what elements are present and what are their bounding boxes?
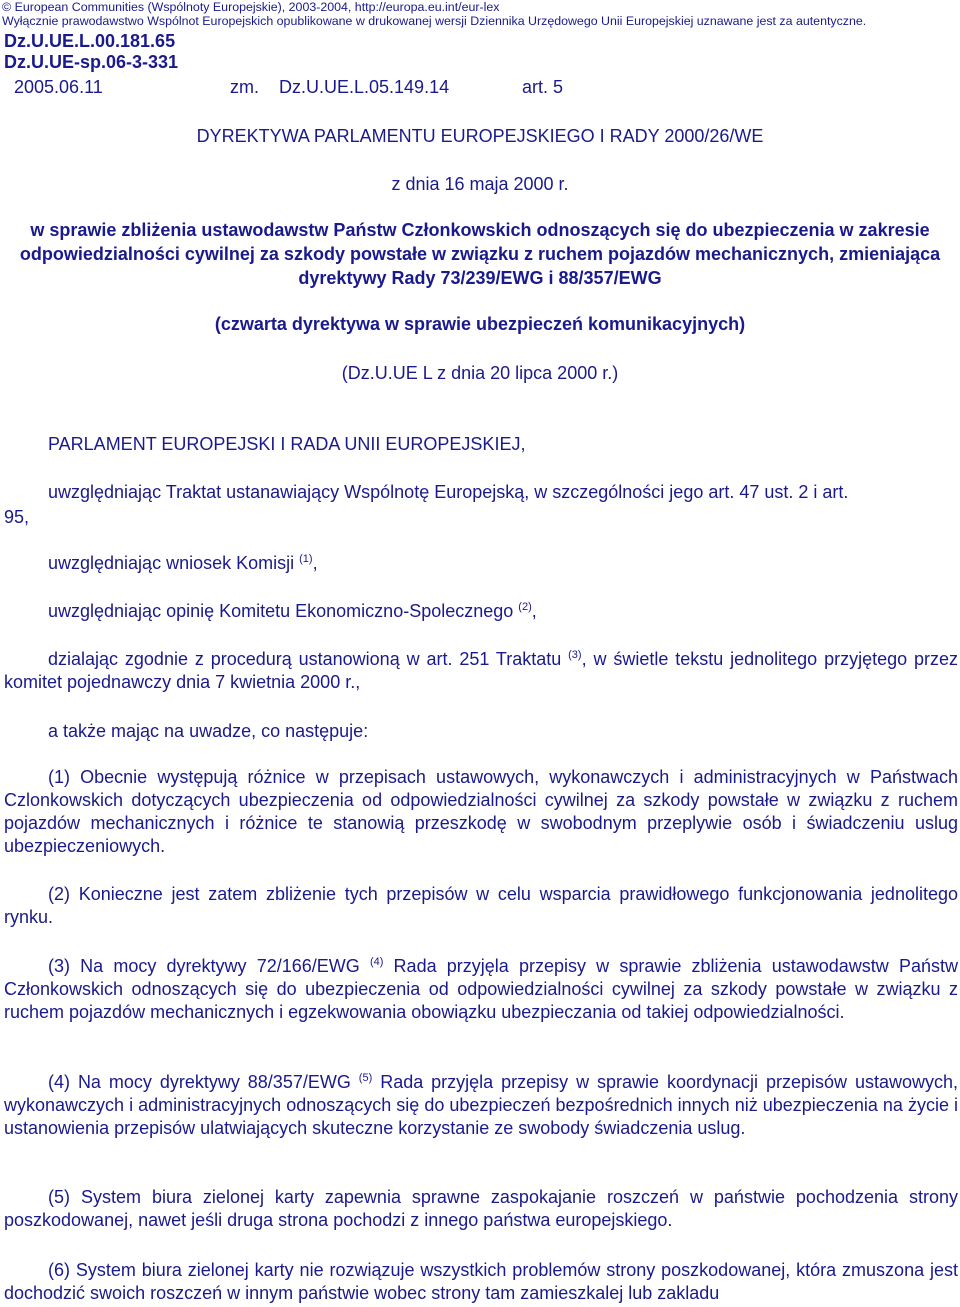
preamble-treaty-continued: 95, — [4, 507, 30, 527]
amendment-article: art. 5 — [522, 77, 564, 97]
amendment-reference: Dz.U.UE.L.05.149.14 — [279, 77, 450, 97]
recital-4-rest: Rada przyjęla przepisy w sprawie koordynacji przepisów ustawowych, wykonawczych i administracyjnych odnoszących się do ubezpieczeń bezpośrednich innych niż ubezpieczenia na życie i ustanowienia przepisów ulatwiających skuteczne korzystanie ze swobody świadczenia uslug. — [4, 1072, 958, 1138]
recital-4 — [4, 1071, 958, 1140]
directive-date: z dnia 16 maja 2000 r. — [391, 174, 569, 194]
preamble-whereas: a także mając na uwadze, co następuje: — [48, 721, 369, 741]
copyright-line: © European Communities (Wspólnoty Europejskie), 2003-2004, http://europa.eu.int/eur-lex — [2, 0, 500, 14]
footnote-ref-3[interactable]: (3) — [568, 649, 582, 661]
amendment-label: zm. — [230, 77, 259, 97]
recital-3-start: (3) Na mocy dyrektywy 72/166/EWG — [48, 956, 360, 976]
procedure-end: , w świetle tekstu jednolitego przyjętego przez komitet pojednawczy dnia 7 kwietnia 2000 r., — [4, 649, 958, 692]
recital-5: (5) System biura zielonej karty zapewnia sprawne zaspokajanie roszczeń w państwie pochodzenia strony poszkodowanej, nawet jeśli druga strona pochodzi z innego państwa europejskiego. — [4, 1187, 958, 1230]
procedure-text: dzialając zgodnie z procedurą ustanowioną w art. 251 Traktatu — [48, 649, 562, 669]
authentic-note: Wyłącznie prawodawstwo Wspólnot Europejskich opublikowane w drukowanej wersji Dziennika Urzędowego Unii Europejskiej uznawane jest za autentyczne. — [2, 14, 867, 28]
preamble-procedure — [4, 648, 958, 694]
amendment-date: 2005.06.11 — [14, 77, 103, 97]
commission-text: uwzględniając wniosek Komisji — [48, 553, 295, 573]
official-journal-reference: (Dz.U.UE L z dnia 20 lipca 2000 r.) — [341, 363, 619, 383]
footnote-ref-1[interactable]: (1) — [299, 553, 313, 565]
committee-end: , — [531, 601, 537, 621]
reference-primary: Dz.U.UE.L.00.181.65 — [4, 31, 176, 51]
footnote-ref-5[interactable]: (5) — [358, 1072, 373, 1084]
directive-subtitle: (czwarta dyrektywa w sprawie ubezpieczeń komunikacyjnych) — [214, 314, 746, 334]
footnote-ref-2[interactable]: (2) — [518, 601, 532, 613]
committee-text: uwzględniając opinię Komitetu Ekonomiczno-Spolecznego — [48, 601, 514, 621]
recital-3 — [4, 955, 958, 1024]
commission-end: , — [312, 553, 318, 573]
footnote-ref-4[interactable]: (4) — [369, 956, 384, 968]
recital-4-start: (4) Na mocy dyrektywy 88/357/EWG — [48, 1072, 351, 1092]
recital-1: (1) Obecnie występują różnice w przepisach ustawowych, wykonawczych i administracyjnych w Państwach Czlonkowskich dotyczących ubezpieczenia od odpowiedzialności cywilnej za szkody powstałe w związku z ruchem pojazdów mechanicznych i różnice te stanowią przeszkodę w swobodnym przeplywie osób i świadczeniu uslug ubezpieczeniowych. — [4, 767, 958, 856]
recital-6: (6) System biura zielonej karty nie rozwiązuje wszystkich problemów strony poszkodowanej, która zmuszona jest dochodzić swoich roszczeń w innym państwie wobec strony tam zamieszkalej lub zakladu — [4, 1260, 958, 1303]
directive-title: DYREKTYWA PARLAMENTU EUROPEJSKIEGO I RADY 2000/26/WE — [196, 126, 764, 146]
preamble-committee — [48, 600, 537, 623]
preamble-parties: PARLAMENT EUROPEJSKI I RADA UNII EUROPEJSKIEJ, — [48, 434, 526, 454]
reference-special: Dz.U.UE-sp.06-3-331 — [4, 52, 179, 72]
directive-subject: w sprawie zbliżenia ustawodawstw Państw Członkowskich odnoszących się do ubezpieczenia w zakresie odpowiedzialności cywilnej za szkody powstałe w związku z ruchem pojazdów mechanicznych, zmieniająca dyrektywy Rady 73/239/EWG i 88/357/EWG — [19, 220, 941, 288]
preamble-treaty: uwzględniając Traktat ustanawiający Wspólnotę Europejską, w szczególności jego art. 47 ust. 2 i art. — [48, 482, 849, 502]
recital-3-rest: Rada przyjęla przepisy w sprawie zbliżenia ustawodawstw Państw Członkowskich odnoszących się do ubezpieczenia od odpowiedzialności cywilnej za szkody powstałe w związku z ruchem pojazdów mechanicznych i egzekwowania obowiązku ubezpieczania od takiej odpowiedzialności. — [4, 956, 958, 1022]
recital-2: (2) Konieczne jest zatem zbliżenie tych przepisów w celu wsparcia prawidłowego funkcjonowania jednolitego rynku. — [4, 884, 958, 927]
preamble-commission — [48, 552, 318, 575]
